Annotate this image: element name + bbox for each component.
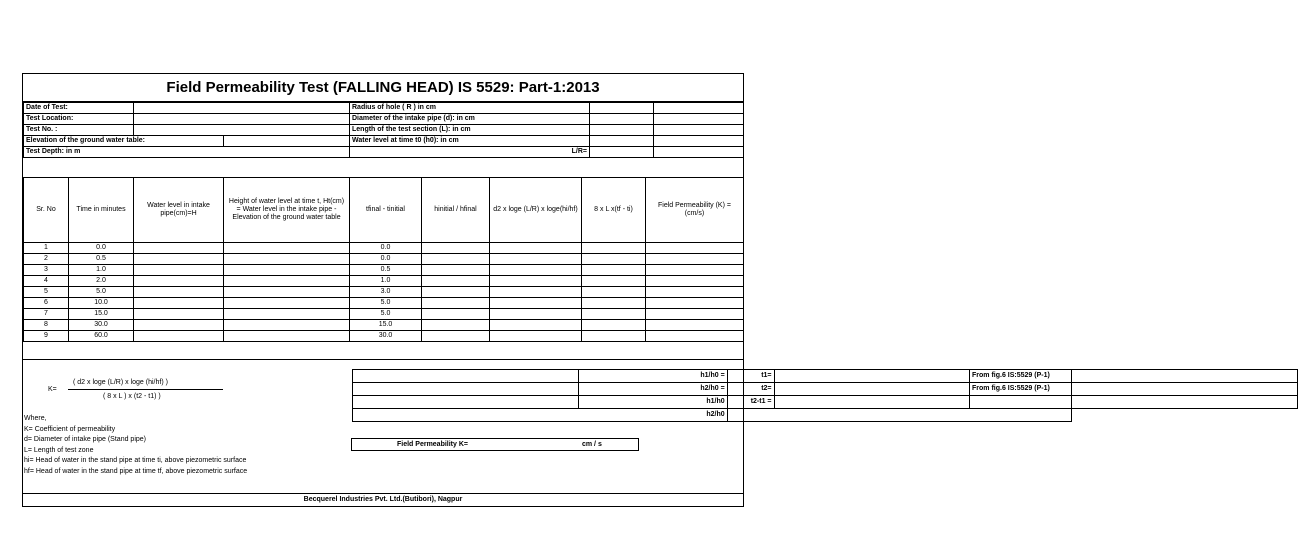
footer-company: Becquerel Industries Pvt. Ltd.(Butibori), Nagpur — [23, 493, 743, 506]
time-table — [578, 369, 1298, 409]
dlog-cell[interactable] — [490, 287, 582, 298]
data-table — [23, 177, 744, 342]
table-row — [24, 243, 744, 254]
date-label: Date of Test: — [24, 103, 134, 114]
table-row — [24, 265, 744, 276]
intake-cell[interactable] — [134, 320, 224, 331]
info-table — [23, 102, 744, 158]
time-cell: 60.0 — [69, 331, 134, 342]
tdiff-cell: 30.0 — [350, 331, 422, 342]
date-value[interactable] — [134, 103, 350, 114]
length-value[interactable] — [590, 125, 654, 136]
table-row — [24, 287, 744, 298]
notes — [24, 414, 247, 478]
eight-cell[interactable] — [582, 320, 646, 331]
elevation-label: Elevation of the ground water table: — [24, 136, 224, 147]
header-fieldk: Field Permeability (K) = (cm/s) — [646, 178, 744, 243]
time-cell: 2.0 — [69, 276, 134, 287]
time-value[interactable] — [774, 370, 970, 383]
hratio-cell[interactable] — [422, 298, 490, 309]
formula-fraction-line — [68, 389, 223, 390]
sr-cell: 8 — [24, 320, 69, 331]
eight-cell[interactable] — [582, 331, 646, 342]
fieldk-cell[interactable] — [646, 265, 744, 276]
header-dlog: d2 x loge (L/R) x loge(hi/hf) — [490, 178, 582, 243]
sr-cell: 4 — [24, 276, 69, 287]
hratio-cell[interactable] — [422, 254, 490, 265]
result-label: Field Permeability K= — [397, 441, 468, 448]
time-label: t2= — [579, 383, 775, 396]
header-sr: Sr. No — [24, 178, 69, 243]
formula-k: K= — [48, 386, 57, 393]
header-time: Time in minutes — [69, 178, 134, 243]
tdiff-cell: 15.0 — [350, 320, 422, 331]
hratio-cell[interactable] — [422, 276, 490, 287]
formula-numerator: ( d2 x loge (L/R) x loge (hi/hf) ) — [73, 379, 168, 386]
radius-value[interactable] — [590, 103, 654, 114]
test-no-value[interactable] — [134, 125, 350, 136]
sr-cell: 9 — [24, 331, 69, 342]
hratio-cell[interactable] — [422, 331, 490, 342]
time-cell: 1.0 — [69, 265, 134, 276]
header-water-intake: Water level in intake pipe(cm)=H — [134, 178, 224, 243]
height-cell[interactable] — [224, 320, 350, 331]
sr-cell: 1 — [24, 243, 69, 254]
height-cell[interactable] — [224, 254, 350, 265]
section-divider — [23, 359, 743, 360]
diameter-label: Diameter of the intake pipe (d): in cm — [350, 114, 590, 125]
location-value[interactable] — [134, 114, 350, 125]
table-row — [24, 320, 744, 331]
sheet-title: Field Permeability Test (FALLING HEAD) IS 5529: Part-1:2013 — [23, 74, 743, 102]
dlog-cell[interactable] — [490, 331, 582, 342]
height-cell[interactable] — [224, 276, 350, 287]
test-sheet — [22, 73, 1050, 507]
time-cell: 0.0 — [69, 243, 134, 254]
height-cell[interactable] — [224, 331, 350, 342]
dlog-cell[interactable] — [490, 309, 582, 320]
tdiff-cell: 1.0 — [350, 276, 422, 287]
dlog-cell[interactable] — [490, 298, 582, 309]
note-line: hf= Head of water in the stand pipe at time tf, above piezometric surface — [24, 467, 248, 475]
hratio-cell[interactable] — [422, 265, 490, 276]
length-label: Length of the test section (L): in cm — [350, 125, 590, 136]
header-height: Height of water level at time t, Ht(cm) = Water level in the intake pipe - Elevation of the ground water table — [224, 178, 350, 243]
fig-reference: From fig.6 IS:5529 (P-1) — [970, 370, 1298, 383]
ratio-label: h1/h0 — [353, 396, 728, 409]
result-box[interactable] — [351, 438, 639, 451]
time-value[interactable] — [774, 396, 970, 409]
height-cell[interactable] — [224, 287, 350, 298]
time-cell: 0.5 — [69, 254, 134, 265]
eight-cell[interactable] — [582, 287, 646, 298]
eight-cell[interactable] — [582, 243, 646, 254]
intake-cell[interactable] — [134, 276, 224, 287]
height-cell[interactable] — [224, 243, 350, 254]
lr-extra — [654, 147, 744, 158]
lr-value[interactable] — [590, 147, 654, 158]
sr-cell: 6 — [24, 298, 69, 309]
sr-cell: 5 — [24, 287, 69, 298]
tdiff-cell: 3.0 — [350, 287, 422, 298]
fieldk-cell[interactable] — [646, 331, 744, 342]
intake-cell[interactable] — [134, 265, 224, 276]
fig-reference-empty — [970, 396, 1298, 409]
radius-extra — [654, 103, 744, 114]
ratio-value[interactable] — [727, 409, 1071, 422]
dlog-cell[interactable] — [490, 265, 582, 276]
intake-cell[interactable] — [134, 287, 224, 298]
header-hratio: hinitial / hfinal — [422, 178, 490, 243]
hratio-cell[interactable] — [422, 287, 490, 298]
fieldk-cell[interactable] — [646, 276, 744, 287]
note-line: hi= Head of water in the stand pipe at time ti, above piezometric surface — [24, 457, 247, 465]
ratio-label: h2/h0 = — [353, 383, 728, 396]
time-label: t2-t1 = — [579, 396, 775, 409]
lr-label: L/R= — [350, 147, 590, 158]
hratio-cell[interactable] — [422, 243, 490, 254]
note-line: Where, — [24, 415, 47, 422]
location-label: Test Location: — [24, 114, 134, 125]
fieldk-cell[interactable] — [646, 309, 744, 320]
note-line: d= Diameter of intake pipe (Stand pipe) — [24, 436, 146, 444]
test-no-label: Test No. : — [24, 125, 134, 136]
tdiff-cell: 0.0 — [350, 254, 422, 265]
hratio-cell[interactable] — [422, 320, 490, 331]
sr-cell: 3 — [24, 265, 69, 276]
time-cell: 30.0 — [69, 320, 134, 331]
intake-cell[interactable] — [134, 309, 224, 320]
fieldk-cell[interactable] — [646, 243, 744, 254]
time-cell: 5.0 — [69, 287, 134, 298]
ratio-label: h1/h0 = — [353, 370, 728, 383]
ratio-label: h2/h0 — [353, 409, 728, 422]
tdiff-cell: 5.0 — [350, 298, 422, 309]
table-row — [24, 309, 744, 320]
result-unit: cm / s — [582, 441, 602, 448]
hratio-cell[interactable] — [422, 309, 490, 320]
table-row — [24, 276, 744, 287]
table-row — [24, 254, 744, 265]
intake-cell[interactable] — [134, 298, 224, 309]
fieldk-cell[interactable] — [646, 298, 744, 309]
height-cell[interactable] — [224, 298, 350, 309]
formula-denominator: ( 8 x L ) x (t2 - t1) ) — [103, 393, 161, 400]
fieldk-cell[interactable] — [646, 287, 744, 298]
fieldk-cell[interactable] — [646, 320, 744, 331]
table-row — [24, 298, 744, 309]
table-row — [24, 331, 744, 342]
intake-cell[interactable] — [134, 331, 224, 342]
time-label: t1= — [579, 370, 775, 383]
dlog-cell[interactable] — [490, 276, 582, 287]
note-line: L= Length of test zone — [24, 446, 94, 454]
header-eight: 8 x L x(tf - ti) — [582, 178, 646, 243]
sr-cell: 2 — [24, 254, 69, 265]
length-extra — [654, 125, 744, 136]
water-level-label: Water level at time t0 (h0): in cm — [350, 136, 590, 147]
eight-cell[interactable] — [582, 276, 646, 287]
diameter-extra — [654, 114, 744, 125]
time-value[interactable] — [774, 383, 970, 396]
eight-cell[interactable] — [582, 309, 646, 320]
eight-cell[interactable] — [582, 254, 646, 265]
elevation-value[interactable] — [224, 136, 350, 147]
dlog-cell[interactable] — [490, 254, 582, 265]
water-level-extra — [654, 136, 744, 147]
tdiff-cell: 0.5 — [350, 265, 422, 276]
eight-cell[interactable] — [582, 265, 646, 276]
depth-label: Test Depth: in m — [24, 147, 350, 158]
radius-label: Radius of hole ( R ) in cm — [350, 103, 590, 114]
intake-cell[interactable] — [134, 254, 224, 265]
height-cell[interactable] — [224, 309, 350, 320]
height-cell[interactable] — [224, 265, 350, 276]
water-level-value[interactable] — [590, 136, 654, 147]
dlog-cell[interactable] — [490, 320, 582, 331]
tdiff-cell: 5.0 — [350, 309, 422, 320]
fieldk-cell[interactable] — [646, 254, 744, 265]
permeability-formula — [23, 376, 353, 404]
dlog-cell[interactable] — [490, 243, 582, 254]
intake-cell[interactable] — [134, 243, 224, 254]
eight-cell[interactable] — [582, 298, 646, 309]
sr-cell: 7 — [24, 309, 69, 320]
time-cell: 10.0 — [69, 298, 134, 309]
header-tdiff: tfinal - tinitial — [350, 178, 422, 243]
time-cell: 15.0 — [69, 309, 134, 320]
note-line: K= Coefficient of permeability — [24, 425, 116, 433]
diameter-value[interactable] — [590, 114, 654, 125]
tdiff-cell: 0.0 — [350, 243, 422, 254]
fig-reference: From fig.6 IS:5529 (P-1) — [970, 383, 1298, 396]
